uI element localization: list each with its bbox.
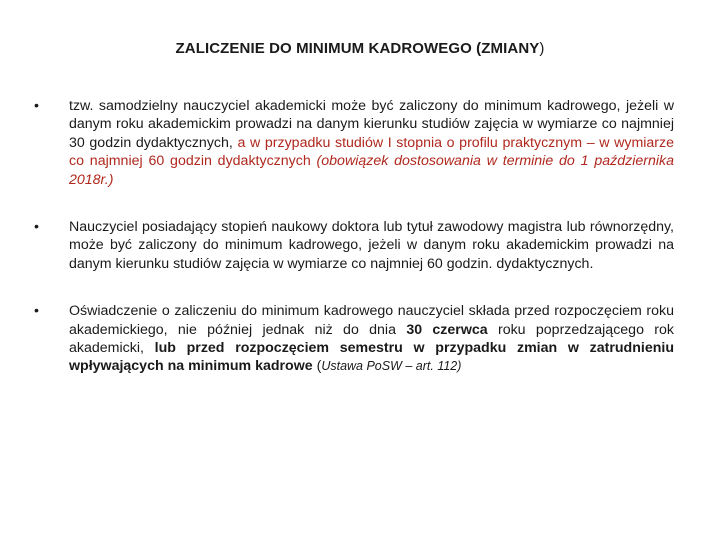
bullet-1-red-italic-text: (obowiązek dostosowania w terminie do 1 października 2018r.) bbox=[69, 153, 674, 188]
title-close-paren: ) bbox=[539, 40, 545, 57]
bullet-1-text: tzw. samodzielny nauczyciel akademicki może być zaliczony do minimum kadrowego, jeżeli w danym roku akademickim prowadzi na danym kierunku studiów zajęcia w wymiarze co najmniej 30 godzin dydaktycznych, bbox=[69, 98, 674, 151]
bullet-item-2 bbox=[34, 218, 674, 273]
bullet-list bbox=[34, 97, 674, 405]
bullet-3-text-1: Oświadczenie o zaliczeniu do minimum kadrowego nauczyciel składa przed rozpoczęciem roku akademickiego, nie później jednak niż do dnia bbox=[69, 303, 674, 338]
bullet-marker: • bbox=[34, 98, 39, 114]
bullet-marker: • bbox=[34, 303, 39, 320]
page-title bbox=[0, 40, 720, 57]
bullet-marker: • bbox=[34, 219, 39, 236]
title-main: ZALICZENIE DO MINIMUM KADROWEGO (ZMIANY bbox=[175, 40, 540, 57]
bullet-3-bold-date: 30 czerwca bbox=[406, 321, 488, 338]
bullet-1-red-text: a w przypadku studiów I stopnia o profilu praktycznym – w wymiarze co najmniej 60 godzin dydaktycznych bbox=[69, 134, 675, 170]
bullet-3-bold-text: lub przed rozpoczęciem semestru w przypadku zmian w zatrudnieniu wpływających na minimum kadrowe bbox=[69, 340, 674, 375]
bullet-3-text-3: ( bbox=[312, 358, 322, 375]
bullet-3-law-reference: Ustawa PoSW – art. 112) bbox=[321, 359, 462, 374]
bullet-3-text-2: roku poprzedzającego rok akademicki, bbox=[69, 321, 674, 357]
bullet-2-text: Nauczyciel posiadający stopień naukowy doktora lub tytuł zawodowy magistra lub równorzędny, może być zaliczony do minimum kadrowego, jeżeli w danym roku akademickim prowadzi na danym kierunku studiów zajęcia w wymiarze co najmniej 60 godzin. dydaktycznych. bbox=[69, 219, 674, 272]
bullet-item-3 bbox=[34, 302, 674, 376]
bullet-item-1 bbox=[34, 97, 674, 189]
